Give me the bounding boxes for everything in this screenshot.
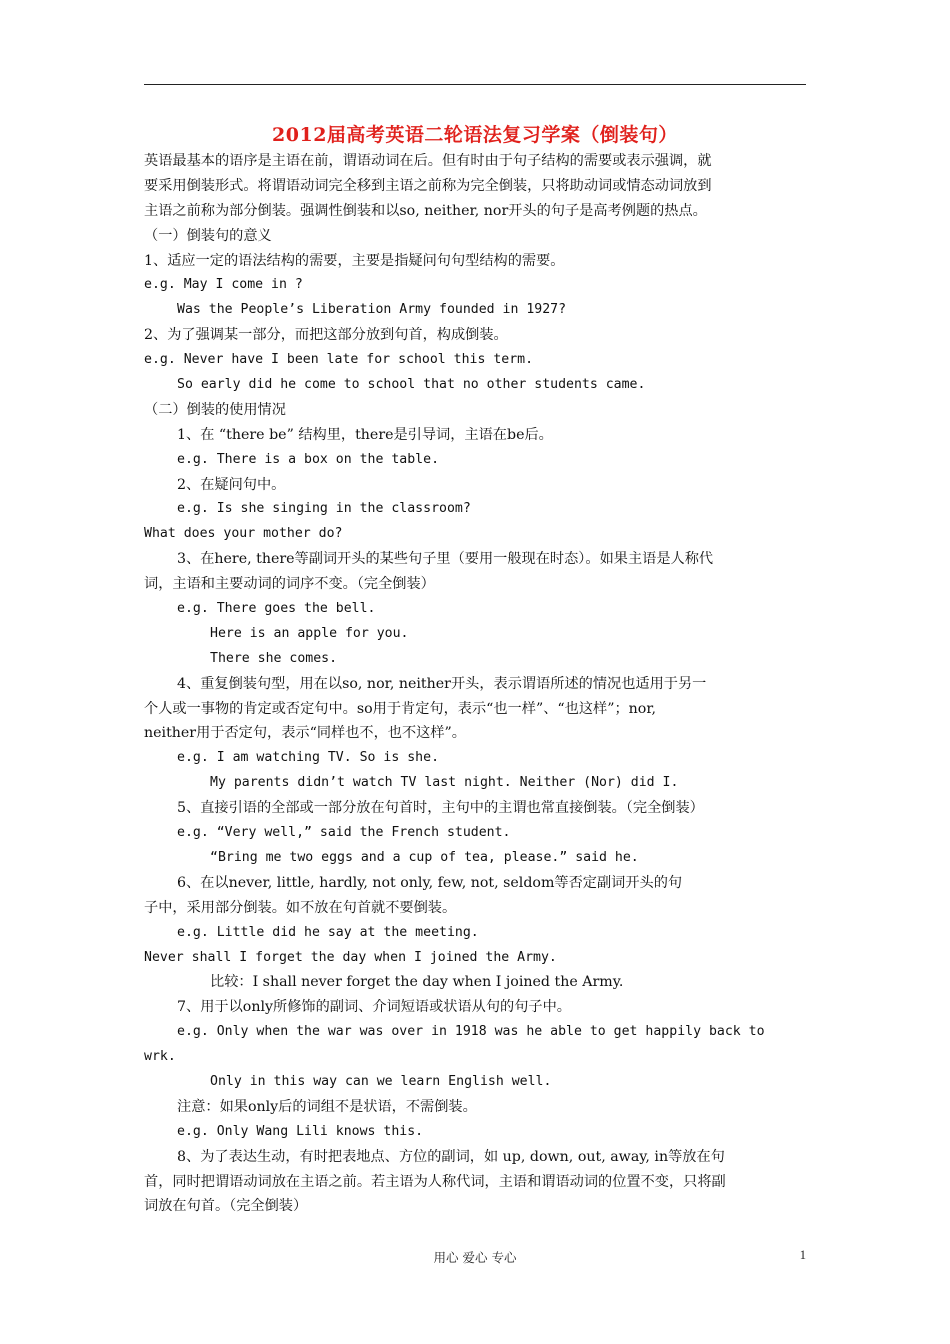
text-line: 主语之前称为部分倒装。强调性倒装和以so, neither, nor开头的句子是高考例题的热点。	[144, 202, 707, 219]
text-line: Here is an apple for you.	[210, 625, 409, 641]
text-line: （二）倒装的使用情况	[144, 401, 286, 418]
text-line: e.g. May I come in ?	[144, 277, 303, 293]
text-line: neither用于否定句，表示“同样也不，也不这样”。	[144, 725, 466, 742]
text-line: My parents didn’t watch TV last night. Neither (Nor) did I.	[210, 775, 679, 791]
text-line: 6、在以never, little, hardly, not only, few, not, seldom等否定副词开头的句	[177, 874, 683, 891]
text-line: What does your mother do?	[144, 526, 343, 542]
text-line: 2、为了强调某一部分，而把这部分放到句首，构成倒装。	[144, 327, 508, 344]
text-line: e.g. Is she singing in the classroom?	[177, 501, 471, 517]
text-line: 英语最基本的语序是主语在前，谓语动词在后。但有时由于句子结构的需要或表示强调，就	[144, 153, 712, 169]
text-line: 词，主语和主要动词的词序不变。（完全倒装）	[144, 576, 435, 593]
document-title: 2012届高考英语二轮语法复习学案（倒装句）	[272, 124, 678, 146]
text-line: 首，同时把谓语动词放在主语之前。若主语为人称代词，主语和谓语动词的位置不变，只将副	[144, 1173, 726, 1190]
text-line: There she comes.	[210, 650, 338, 666]
document-body	[144, 149, 808, 1219]
page-number: 1	[799, 1248, 806, 1262]
text-line: Was the People’s Liberation Army founded in 1927?	[177, 302, 567, 318]
text-line: 1、适应一定的语法结构的需要，主要是指疑问句句型结构的需要。	[144, 252, 565, 269]
text-line: So early did he come to school that no other students came.	[177, 377, 646, 393]
text-line: e.g. Only when the war was over in 1918 was he able to get happily back to	[177, 1024, 765, 1040]
text-line: 注意：如果only后的词组不是状语，不需倒装。	[177, 1098, 477, 1115]
text-line: e.g. There is a box on the table.	[177, 451, 440, 467]
text-line: e.g. “Very well,” said the French student.	[177, 825, 511, 841]
text-line: 3、在here, there等副词开头的某些句子里（要用一般现在时态）。如果主语是人称代	[177, 551, 714, 568]
text-line: Never shall I forget the day when I joined the Army.	[144, 949, 557, 965]
text-line: e.g. Never have I been late for school this term.	[144, 352, 534, 368]
text-line: 个人或一事物的肯定或否定句中。so用于肯定句，表示“也一样”、“也这样”；nor,	[144, 700, 657, 717]
text-line: 2、在疑问句中。	[177, 476, 286, 493]
text-line: 8、为了表达生动，有时把表地点、方位的副词，如 up, down, out, away, in等放在句	[177, 1148, 725, 1165]
text-line: （一）倒装句的意义	[144, 227, 272, 244]
text-line: 子中，采用部分倒装。如不放在句首就不要倒装。	[144, 899, 457, 916]
text-line: Only in this way can we learn English well.	[210, 1073, 552, 1089]
text-line: 比较：I shall never forget the day when I joined the Army.	[210, 974, 624, 991]
footer-text: 用心 爱心 专心	[433, 1250, 517, 1265]
text-line: 1、在 “there be” 结构里，there是引导词，主语在be后。	[177, 426, 553, 443]
text-line: e.g. There goes the bell.	[177, 601, 376, 617]
text-line: wrk.	[144, 1049, 176, 1065]
text-line: e.g. Little did he say at the meeting.	[177, 924, 479, 940]
text-line: “Bring me two eggs and a cup of tea, please.” said he.	[210, 849, 639, 865]
text-line: 5、直接引语的全部或一部分放在句首时，主句中的主谓也常直接倒装。（完全倒装）	[177, 800, 704, 817]
header-rule	[144, 84, 806, 85]
text-line: e.g. Only Wang Lili knows this.	[177, 1123, 424, 1139]
text-line: 词放在句首。（完全倒装）	[144, 1198, 308, 1215]
text-line: e.g. I am watching TV. So is she.	[177, 750, 440, 766]
text-line: 7、用于以only所修饰的副词、介词短语或状语从句的句子中。	[177, 999, 571, 1016]
text-line: 4、重复倒装句型，用在以so, nor, neither开头，表示谓语所述的情况也适用于另一	[177, 675, 707, 692]
text-line: 要采用倒装形式。将谓语动词完全移到主语之前称为完全倒装，只将助动词或情态动词放到	[144, 177, 712, 194]
